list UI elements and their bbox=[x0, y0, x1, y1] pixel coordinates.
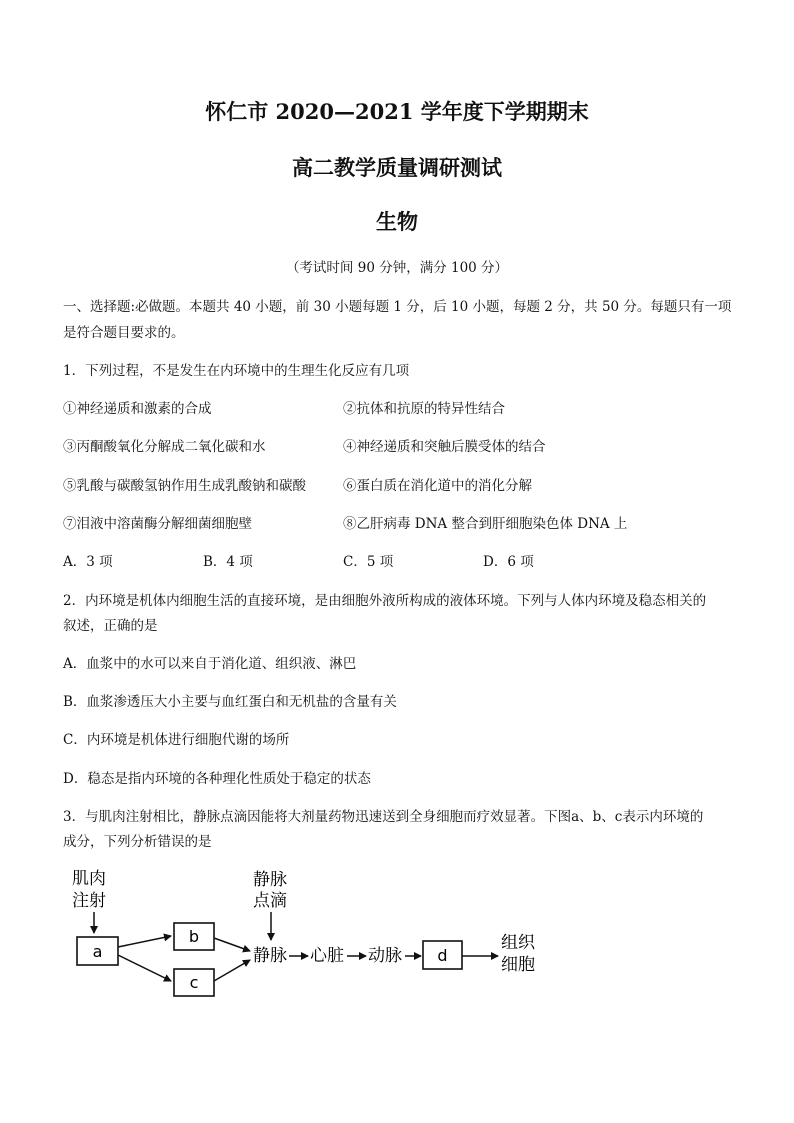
exam-info: （考试时间 90 分钟，满分 100 分） bbox=[285, 260, 509, 276]
q1-item-7: ⑦泪液中溶菌酶分解细菌细胞壁 bbox=[63, 516, 252, 532]
muscle-injection-label-2: 注射 bbox=[72, 891, 106, 911]
tissue-cells-label-1: 组织 bbox=[501, 933, 535, 953]
q1-item-5: ⑤乳酸与碳酸氢钠作用生成乳酸钠和碳酸 bbox=[63, 478, 306, 494]
vein-label: 静脉 bbox=[253, 946, 287, 966]
q1-item-3: ③丙酮酸氧化分解成二氧化碳和水 bbox=[63, 439, 266, 455]
q1-option-d: D．6 项 bbox=[483, 554, 534, 570]
q1-option-a: A．3 项 bbox=[63, 554, 113, 570]
muscle-injection-label-1: 肌肉 bbox=[72, 869, 106, 889]
arrow-c-to-vein bbox=[214, 960, 250, 981]
q1-item-6: ⑥蛋白质在消化道中的消化分解 bbox=[343, 478, 532, 494]
iv-drip-label-2: 点滴 bbox=[253, 891, 287, 911]
box-d-label: d bbox=[437, 946, 448, 965]
q1-stem: 1．下列过程，不是发生在内环境中的生理生化反应有几项 bbox=[63, 363, 410, 379]
q2-stem-line2: 叙述，正确的是 bbox=[63, 618, 158, 634]
q3-stem-line1: 3．与肌肉注射相比，静脉点滴因能将大剂量药物迅速送到全身细胞而疗效显著。下图a、b、c表示内环境的 bbox=[63, 809, 704, 825]
tissue-cells-label-2: 细胞 bbox=[501, 955, 535, 975]
section-intro-line1: 一、选择题:必做题。本题共 40 小题，前 30 小题每题 1 分，后 10 小题，每题 2 分，共 50 分。每题只有一项 bbox=[63, 299, 732, 315]
exam-subtitle: 高二教学质量调研测试 bbox=[292, 155, 502, 180]
arrow-a-to-c bbox=[118, 955, 171, 981]
q1-item-2: ②抗体和抗原的特异性结合 bbox=[343, 401, 505, 417]
q2-option-d: D．稳态是指内环境的各种理化性质处于稳定的状态 bbox=[63, 771, 371, 787]
q1-item-4: ④神经递质和突触后膜受体的结合 bbox=[343, 439, 546, 455]
subject-title: 生物 bbox=[376, 209, 418, 234]
iv-drip-label-1: 静脉 bbox=[253, 870, 287, 890]
artery-label: 动脉 bbox=[368, 946, 402, 966]
injection-flow-diagram bbox=[60, 860, 560, 1000]
q3-stem-line2: 成分，下列分析错误的是 bbox=[63, 834, 212, 850]
heart-label: 心脏 bbox=[310, 946, 344, 966]
q2-stem-line1: 2．内环境是机体内细胞生活的直接环境，是由细胞外液所构成的液体环境。下列与人体内环境及稳态相关的 bbox=[63, 593, 707, 609]
q2-option-c: C．内环境是机体进行细胞代谢的场所 bbox=[63, 732, 290, 748]
arrow-a-to-b bbox=[118, 936, 171, 947]
section-intro-line2: 是符合题目要求的。 bbox=[63, 325, 185, 341]
q2-option-b: B．血浆渗透压大小主要与血红蛋白和无机盐的含量有关 bbox=[63, 694, 397, 710]
q1-item-8: ⑧乙肝病毒 DNA 整合到肝细胞染色体 DNA 上 bbox=[343, 516, 628, 532]
box-b-label: b bbox=[188, 927, 200, 946]
box-c-label: c bbox=[189, 973, 199, 992]
exam-title: 怀仁市 2020—2021 学年度下学期期末 bbox=[205, 99, 589, 124]
arrow-b-to-vein bbox=[214, 938, 250, 951]
q2-option-a: A．血浆中的水可以来自于消化道、组织液、淋巴 bbox=[63, 656, 357, 672]
q1-option-c: C．5 项 bbox=[343, 554, 394, 570]
q1-item-1: ①神经递质和激素的合成 bbox=[63, 401, 212, 417]
box-a-label: a bbox=[92, 942, 103, 961]
q1-option-b: B．4 项 bbox=[203, 554, 253, 570]
